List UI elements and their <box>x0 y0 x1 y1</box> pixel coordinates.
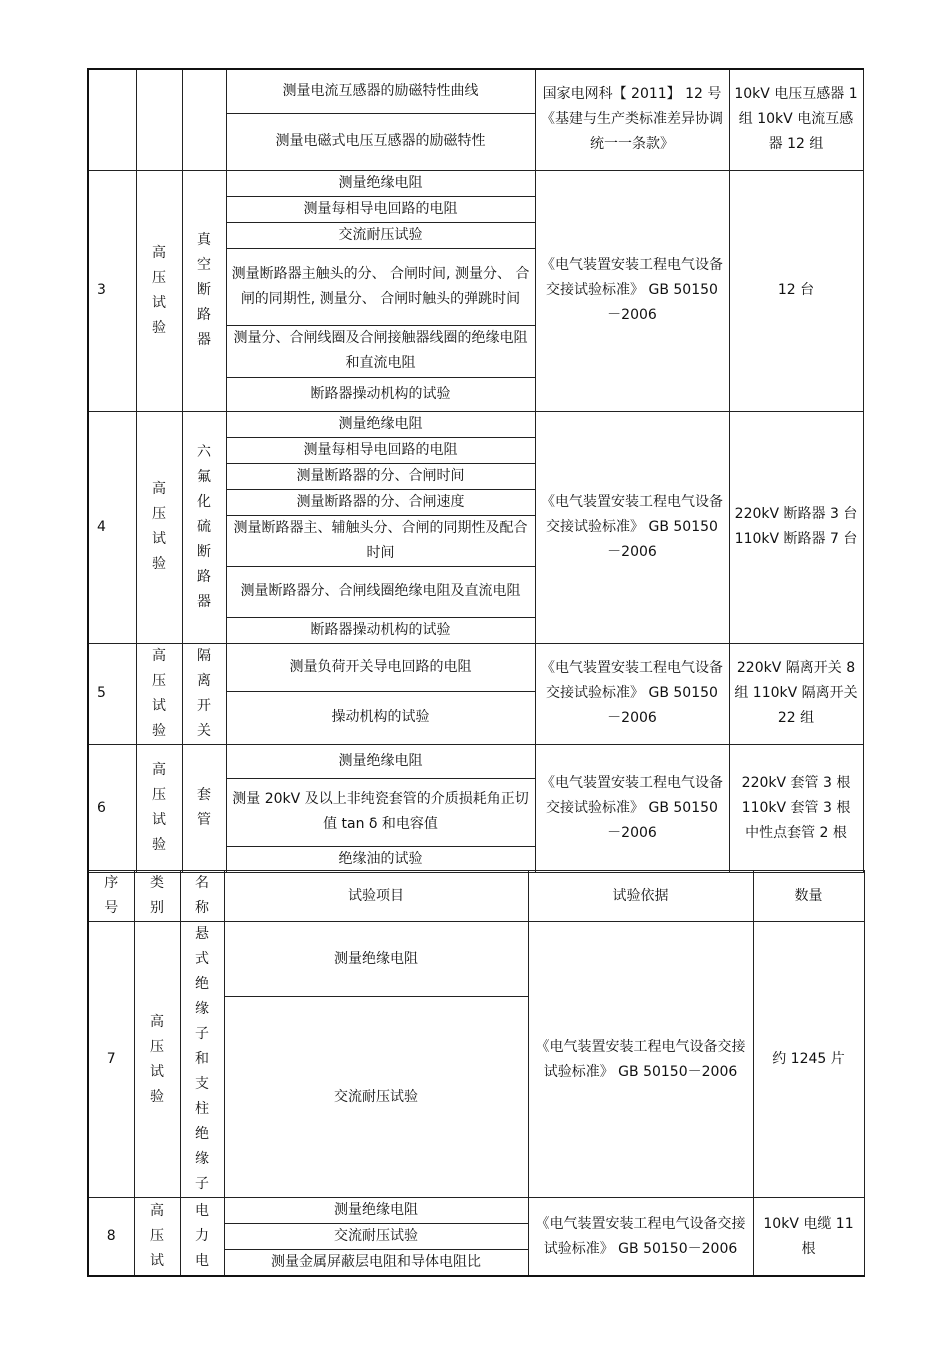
quantity: 12 台 <box>729 170 863 411</box>
row-name <box>180 922 224 1198</box>
test-item: 绝缘油的试验 <box>226 846 535 872</box>
test-item: 断路器操动机构的试验 <box>226 617 535 643</box>
row-category-text: 高压试验 <box>152 481 166 572</box>
test-item: 测量分、合闸线圈及合闸接触器线圈的绝缘电阻和直流电阻 <box>226 325 535 377</box>
test-item: 操动机构的试验 <box>226 691 535 744</box>
test-item: 测量 20kV 及以上非纯瓷套管的介质损耗角正切值 tan δ 和电容值 <box>226 778 535 846</box>
row-category <box>136 170 182 411</box>
test-item: 测量电流互感器的励磁特性曲线 <box>226 69 535 113</box>
cont-no-cell <box>88 69 136 170</box>
row-category <box>136 411 182 643</box>
test-items-table-top <box>87 68 864 873</box>
row-name-text: 电力电 <box>195 1203 209 1269</box>
test-item: 交流耐压试验 <box>226 222 535 248</box>
row-name-text: 套管 <box>197 787 211 828</box>
test-item: 测量绝缘电阻 <box>226 170 535 196</box>
test-item: 测量负荷开关导电回路的电阻 <box>226 643 535 691</box>
test-item: 断路器操动机构的试验 <box>226 377 535 411</box>
row-category-text: 高压试验 <box>152 244 166 336</box>
quantity: 10kV 电压互感器 1 组 10kV 电流互感器 12 组 <box>729 69 863 170</box>
row-category-text: 高压试验 <box>150 1013 164 1105</box>
test-item: 测量断路器的分、合闸速度 <box>226 489 535 515</box>
test-items-table-bottom <box>87 870 865 1277</box>
row-no: 5 <box>88 643 136 744</box>
row-no: 7 <box>88 922 134 1198</box>
row-category <box>136 744 182 872</box>
row-no: 3 <box>88 170 136 411</box>
row-no: 6 <box>88 744 136 872</box>
row-name <box>182 744 226 872</box>
test-item: 测量绝缘电阻 <box>226 411 535 437</box>
row-category <box>136 643 182 744</box>
header-basis: 试验依据 <box>528 871 753 922</box>
test-item: 测量绝缘电阻 <box>224 1198 528 1224</box>
test-basis: 《电气装置安装工程电气设备交接试验标准》 GB 50150－2006 <box>528 922 753 1198</box>
test-item: 测量每相导电回路的电阻 <box>226 437 535 463</box>
quantity: 220kV 套管 3 根 110kV 套管 3 根 中性点套管 2 根 <box>729 744 863 872</box>
row-name-text: 真空断路器 <box>197 232 211 348</box>
test-basis: 国家电网科【 2011】 12 号《基建与生产类标准差异协调统一一条款》 <box>535 69 729 170</box>
row-name <box>182 643 226 744</box>
row-name-text: 隔离开关 <box>197 647 211 739</box>
row-category <box>134 922 180 1198</box>
test-item: 测量断路器的分、合闸时间 <box>226 463 535 489</box>
header-quantity: 数量 <box>753 871 864 922</box>
row-name <box>182 411 226 643</box>
row-category-text: 高压试验 <box>152 647 166 739</box>
header-category-text: 类别 <box>150 875 164 916</box>
test-item: 测量每相导电回路的电阻 <box>226 196 535 222</box>
row-no: 8 <box>88 1198 134 1277</box>
test-item: 测量绝缘电阻 <box>224 922 528 997</box>
test-basis: 《电气装置安装工程电气设备交接试验标准》 GB 50150－2006 <box>535 744 729 872</box>
test-basis: 《电气装置安装工程电气设备交接试验标准》 GB 50150－2006 <box>535 411 729 643</box>
cont-name-cell <box>182 69 226 170</box>
quantity: 220kV 隔离开关 8 组 110kV 隔离开关 22 组 <box>729 643 863 744</box>
quantity: 10kV 电缆 11 根 <box>753 1198 864 1277</box>
test-item: 测量金属屏蔽层电阻和导体电阻比 <box>224 1250 528 1277</box>
row-name-text: 六氟化硫断路器 <box>197 443 211 610</box>
test-item: 测量断路器主触头的分、 合闸时间, 测量分、 合闸的同期性, 测量分、 合闸时触头的弹跳时间 <box>226 248 535 325</box>
row-no: 4 <box>88 411 136 643</box>
test-basis: 《电气装置安装工程电气设备交接试验标准》 GB 50150－2006 <box>528 1198 753 1277</box>
row-name-text: 悬式绝缘子和支柱绝缘子 <box>195 926 209 1192</box>
test-item: 交流耐压试验 <box>224 997 528 1198</box>
test-item: 测量断路器分、合闸线圈绝缘电阻及直流电阻 <box>226 566 535 617</box>
test-item: 测量电磁式电压互感器的励磁特性 <box>226 113 535 170</box>
quantity: 220kV 断路器 3 台 110kV 断路器 7 台 <box>729 411 863 643</box>
test-item: 测量断路器主、辅触头分、合闸的同期性及配合时间 <box>226 515 535 566</box>
quantity: 约 1245 片 <box>753 922 864 1198</box>
row-category-text: 高压试 <box>150 1203 164 1269</box>
header-item: 试验项目 <box>224 871 528 922</box>
test-basis: 《电气装置安装工程电气设备交接试验标准》 GB 50150－2006 <box>535 170 729 411</box>
header-no <box>88 871 134 922</box>
test-basis: 《电气装置安装工程电气设备交接试验标准》 GB 50150－2006 <box>535 643 729 744</box>
test-item: 测量绝缘电阻 <box>226 744 535 778</box>
row-name <box>180 1198 224 1277</box>
cont-category-cell <box>136 69 182 170</box>
header-name-text: 名称 <box>195 875 209 916</box>
header-name <box>180 871 224 922</box>
test-item: 交流耐压试验 <box>224 1224 528 1250</box>
row-category <box>134 1198 180 1277</box>
header-category <box>134 871 180 922</box>
row-category-text: 高压试验 <box>152 762 166 853</box>
header-row <box>88 871 864 922</box>
row-name <box>182 170 226 411</box>
header-no-text: 序号 <box>104 875 119 916</box>
